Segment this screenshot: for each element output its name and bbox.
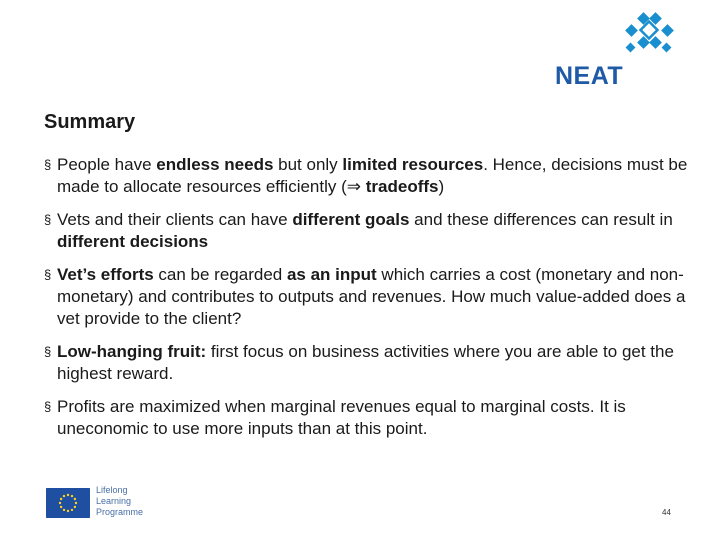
text-run: Vets and their clients can have xyxy=(57,210,293,229)
page-number: 44 xyxy=(662,508,671,517)
text-run: Profits are maximized when marginal revenues equal to marginal costs. It is uneconomic to use more inputs than at this point. xyxy=(57,397,626,438)
bullet-item xyxy=(44,264,704,330)
programme-line: Learning xyxy=(96,496,132,506)
bold-text: limited resources xyxy=(342,155,484,174)
text-run: . Hence, decisions must be made to allocate resources efficiently (⇒ xyxy=(57,155,688,196)
text-run: and these differences can result in xyxy=(409,210,673,229)
text-run: which carries a cost (monetary and non-monetary) and contributes to outputs and revenues. How much value-added does a vet provide to the client? xyxy=(57,265,686,328)
bold-text: tradeoffs xyxy=(365,177,439,196)
text-run: but only xyxy=(273,155,343,174)
lifelong-learning-logo xyxy=(46,480,186,524)
slide-title: Summary xyxy=(44,111,136,133)
bold-text: as an input xyxy=(286,265,377,284)
bullet-item xyxy=(44,209,704,253)
bold-text: different decisions xyxy=(57,232,209,251)
bold-text: Low-hanging fruit: xyxy=(57,342,207,361)
eu-flag-icon xyxy=(46,488,90,518)
programme-line: Lifelong xyxy=(96,485,128,495)
neat-diamond-icon xyxy=(617,12,681,62)
bullet-item xyxy=(44,396,704,440)
logo-text: NEAT xyxy=(555,62,624,90)
bullet-item xyxy=(44,154,704,198)
programme-line: Programme xyxy=(96,507,144,517)
neat-logo xyxy=(555,12,685,90)
bold-text: Vet’s efforts xyxy=(57,265,154,284)
text-run: can be regarded xyxy=(153,265,287,284)
text-run: People have xyxy=(57,155,157,174)
bullet-item xyxy=(44,341,704,385)
bold-text: different goals xyxy=(292,210,410,229)
bold-text: endless needs xyxy=(156,155,274,174)
text-run: ) xyxy=(438,177,445,196)
programme-name xyxy=(96,485,143,518)
bullet-list xyxy=(44,154,704,451)
text-run: first focus on business activities where you are able to get the highest reward. xyxy=(57,342,674,383)
